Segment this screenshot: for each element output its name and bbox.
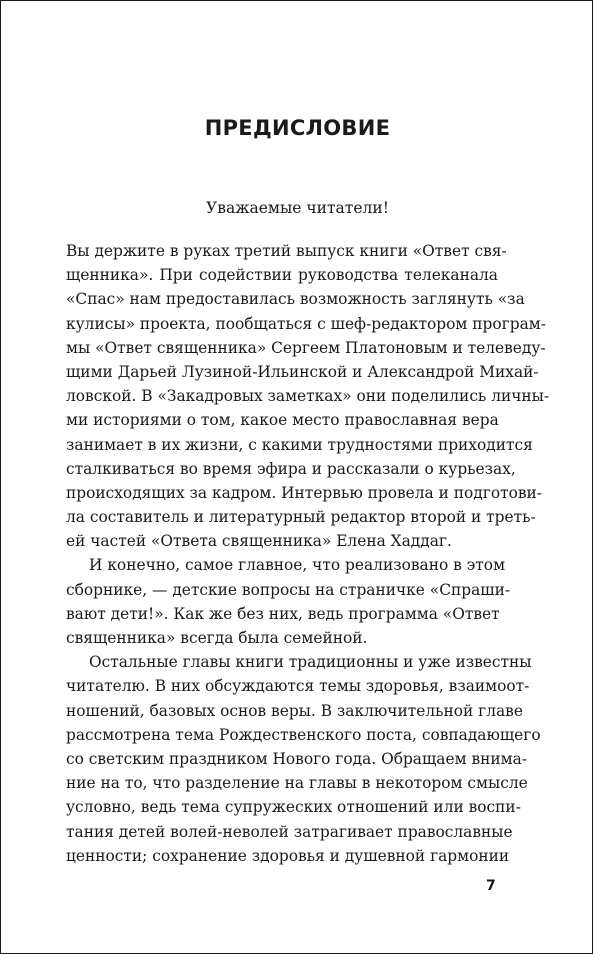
text-line: ла составитель и литературный редактор второй и треть- [66,508,536,527]
text-line: мы «Ответ священника» Сергеем Платоновым и телеведу- [66,338,546,357]
text-line: Остальные главы книги традиционны и уже известны [89,653,532,672]
text-line: условно, ведь тема супружеских отношений или воспи- [66,798,521,817]
text-line: ние на то, что разделение на главы в некотором смысле [66,774,528,793]
body-text [66,239,550,868]
text-line: щими Дарьей Лузиной-Ильинской и Александрой Михай- [66,362,539,381]
text-line: происходящих за кадром. Интервью провела и подготови- [66,483,542,502]
text-line: ношений, базовых основ веры. В заключительной главе [66,701,523,720]
text-line: тания детей волей-неволей затрагивает православные [66,822,513,841]
page-title: ПРЕДИСЛОВИЕ [204,116,391,140]
text-line: щенника». При содействии руководства телеканала [66,266,498,285]
text-line: вают дети!». Как же без них, ведь программа «Ответ [66,604,500,623]
text-line: ей частей «Ответа священника» Елена Хаддаг. [66,532,452,551]
text-line: ловской. В «Закадровых заметках» они поделились личны- [66,387,550,406]
text-line: И конечно, самое главное, что реализовано в этом [89,556,506,575]
greeting: Уважаемые читатели! [206,199,389,217]
text-line: занимает в их жизни, с какими трудностями приходится [66,435,533,454]
text-line: Вы держите в руках третий выпуск книги «Ответ свя- [66,242,507,260]
text-line: священника» всегда была семейной. [66,629,368,647]
text-line: сборнике, — детские вопросы на страничке «Спраши- [66,580,511,599]
text-line: рассмотрена тема Рождественского поста, совпадающего [66,725,541,744]
text-line: «Спас» нам предоставилась возможность заглянуть «за [66,290,525,309]
page-number: 7 [486,878,496,894]
text-line: со светским праздником Нового года. Обращаем внима- [66,749,527,768]
text-line: читателю. В них обсуждаются темы здоровья, взаимоот- [66,677,530,696]
text-line: сталкиваться во время эфира и рассказали о курьезах, [66,459,516,478]
text-line: ценности; сохранение здоровья и душевной гармонии [66,846,510,865]
text-line: кулисы» проекта, пообщаться с шеф-редактором програм- [66,314,546,333]
text-line: ми историями о том, какое место православная вера [66,411,499,430]
